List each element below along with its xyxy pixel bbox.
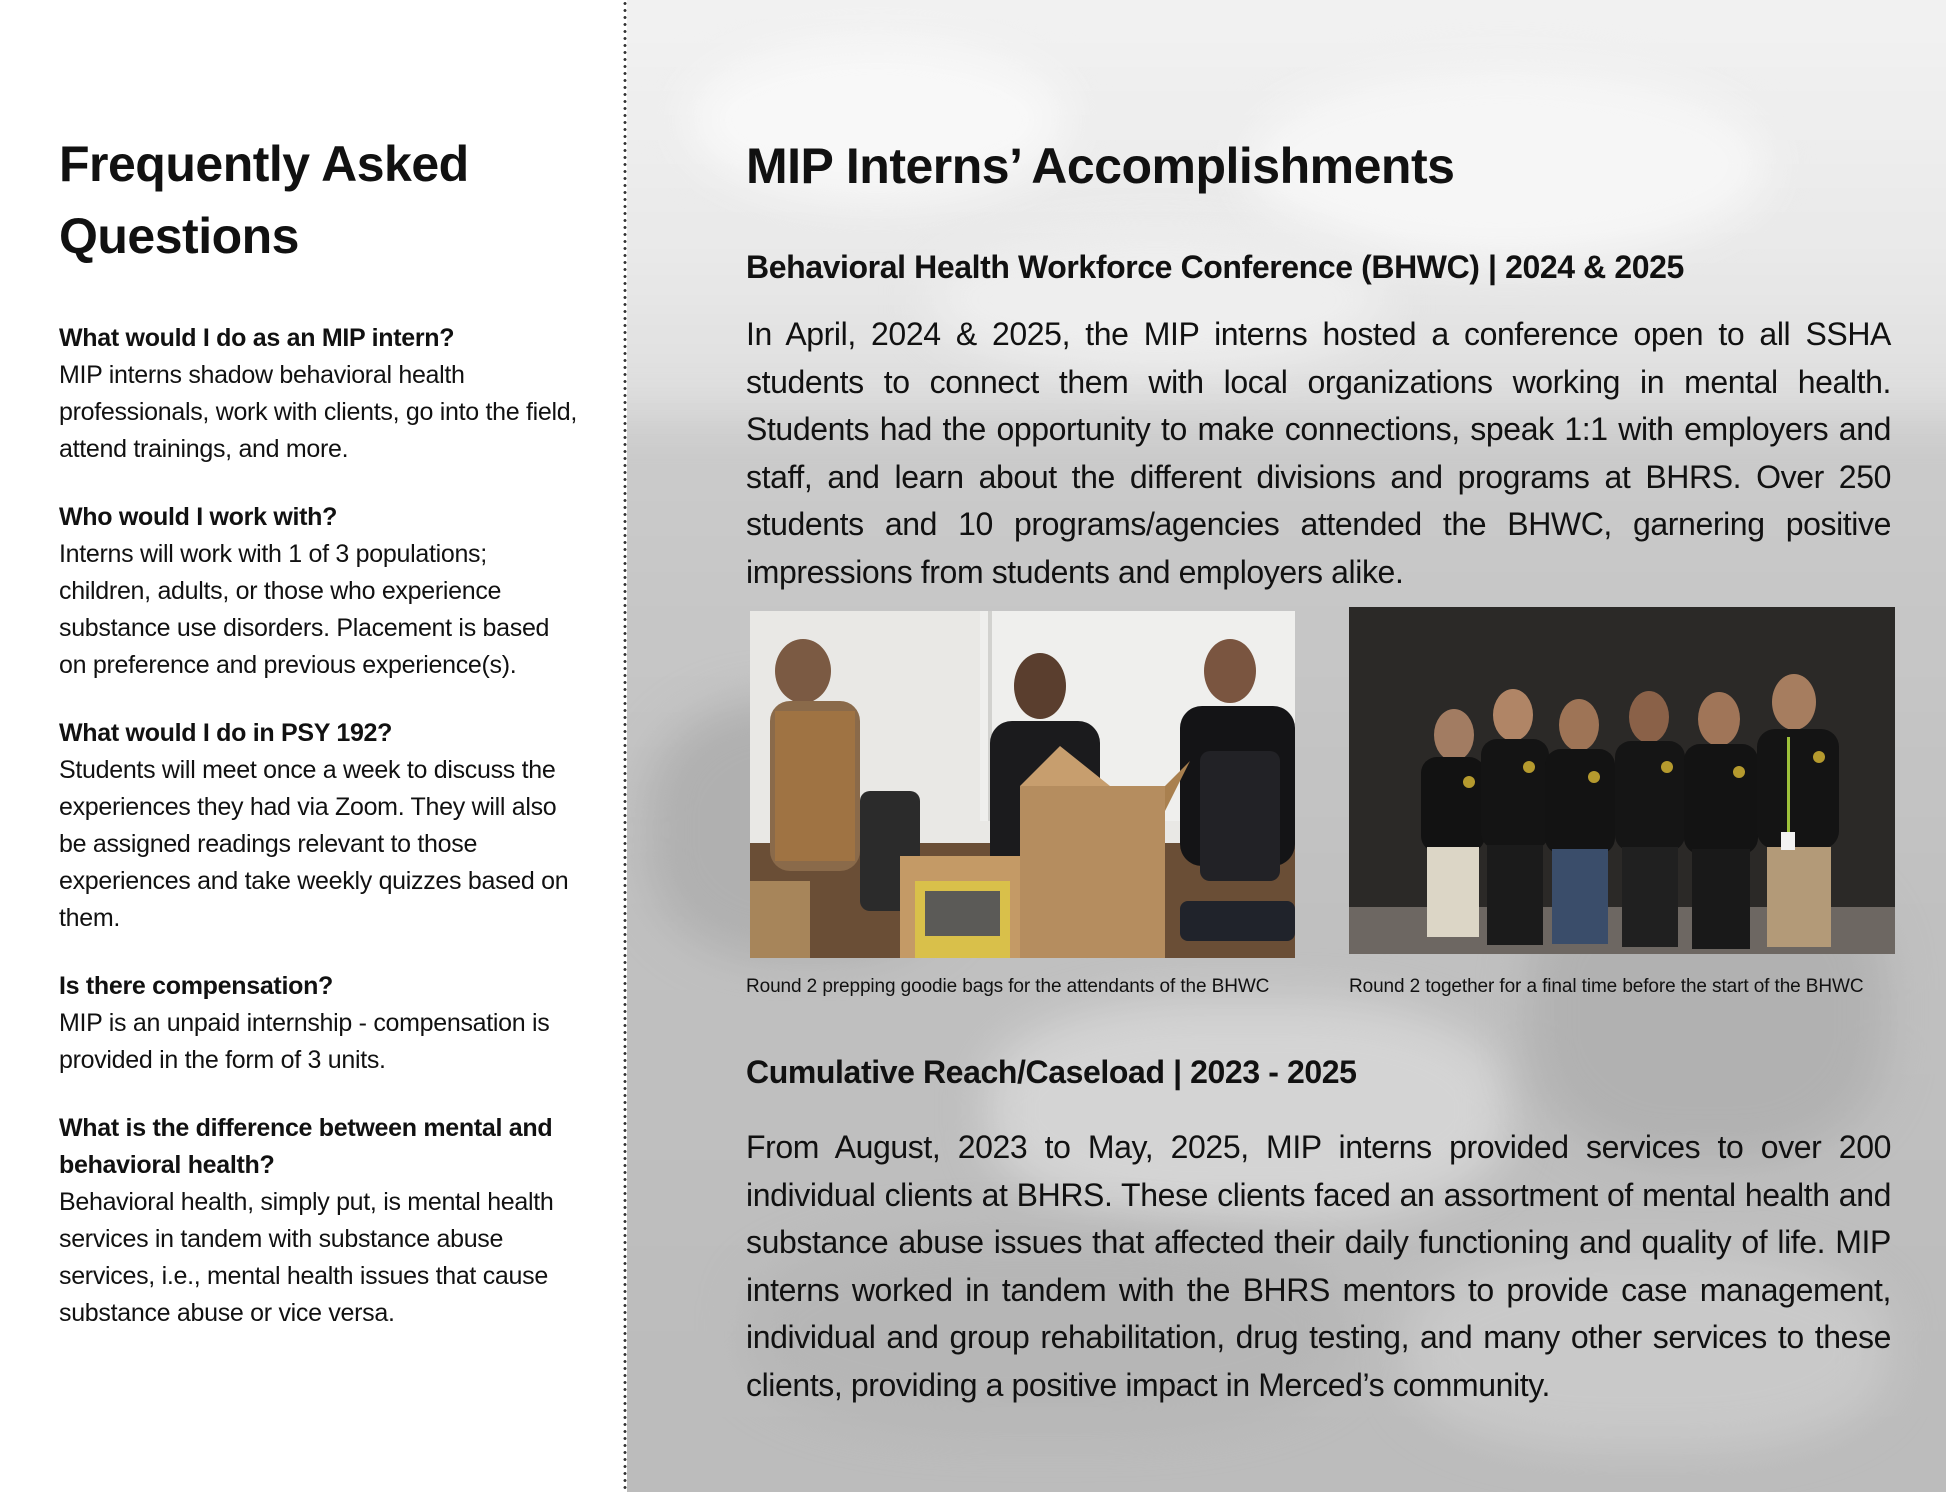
photo-prepping-goodie-bags (750, 611, 1295, 958)
conference-heading: Behavioral Health Workforce Conference (BHWC) | 2024 & 2025 (746, 249, 1684, 285)
faq-item (59, 320, 579, 468)
faq-answer: MIP is an unpaid internship - compensation is provided in the form of 3 units. (59, 1009, 550, 1074)
conference-paragraph: In April, 2024 & 2025, the MIP interns hosted a conference open to all SSHA students to connect them with local organizations working in mental health. Students had the opportunity to make connections, speak 1:1 with employers and staff, and learn about the different divisions and programs at BHRS. Over 250 students and 10 programs/agencies attended the BHWC, garnering positive impressions from students and employers alike. (746, 316, 1891, 590)
faq-item (59, 715, 579, 937)
photo1-caption: Round 2 prepping goodie bags for the attendants of the BHWC (746, 976, 1270, 997)
caseload-paragraph: From August, 2023 to May, 2025, MIP interns provided services to over 200 individual clients at BHRS. These clients faced an assortment of mental health and substance abuse issues that affected their daily functioning and quality of life. MIP interns worked in tandem with the BHRS mentors to provide case management, individual and group rehabilitation, drug testing, and many other services to these clients, providing a positive impact in Merced’s community. (746, 1129, 1891, 1403)
photo2-caption: Round 2 together for a final time before the start of the BHWC (1349, 976, 1864, 997)
faq-question: What is the difference between mental and behavioral health? (59, 1114, 553, 1179)
faq-question: Who would I work with? (59, 503, 338, 531)
faq-list (59, 320, 579, 1363)
faq-panel (0, 0, 622, 1492)
faq-title: Frequently Asked Questions (59, 136, 469, 264)
caseload-heading: Cumulative Reach/Caseload | 2023 - 2025 (746, 1054, 1357, 1090)
faq-answer: Behavioral health, simply put, is mental health services in tandem with substance abuse services, i.e., mental health issues that cause substance abuse or vice versa. (59, 1188, 554, 1327)
faq-answer: Students will meet once a week to discuss the experiences they had via Zoom. They will also be assigned readings relevant to those experiences and take weekly quizzes based on them. (59, 756, 569, 932)
faq-item (59, 1110, 579, 1332)
faq-question: What would I do as an MIP intern? (59, 324, 455, 352)
faq-question: Is there compensation? (59, 972, 334, 1000)
group-photo-illustration (1349, 607, 1895, 954)
accomplishments-panel (627, 0, 1946, 1492)
faq-item (59, 968, 579, 1079)
accomplishments-title: MIP Interns’ Accomplishments (746, 138, 1455, 194)
goodie-bags-illustration (750, 611, 1295, 958)
faq-item (59, 499, 579, 684)
photo-group (1349, 607, 1895, 954)
faq-question: What would I do in PSY 192? (59, 719, 393, 747)
faq-answer: MIP interns shadow behavioral health professionals, work with clients, go into the field, attend trainings, and more. (59, 361, 577, 463)
faq-answer: Interns will work with 1 of 3 populations; children, adults, or those who experience substance use disorders. Placement is based on preference and previous experience(s). (59, 540, 550, 679)
